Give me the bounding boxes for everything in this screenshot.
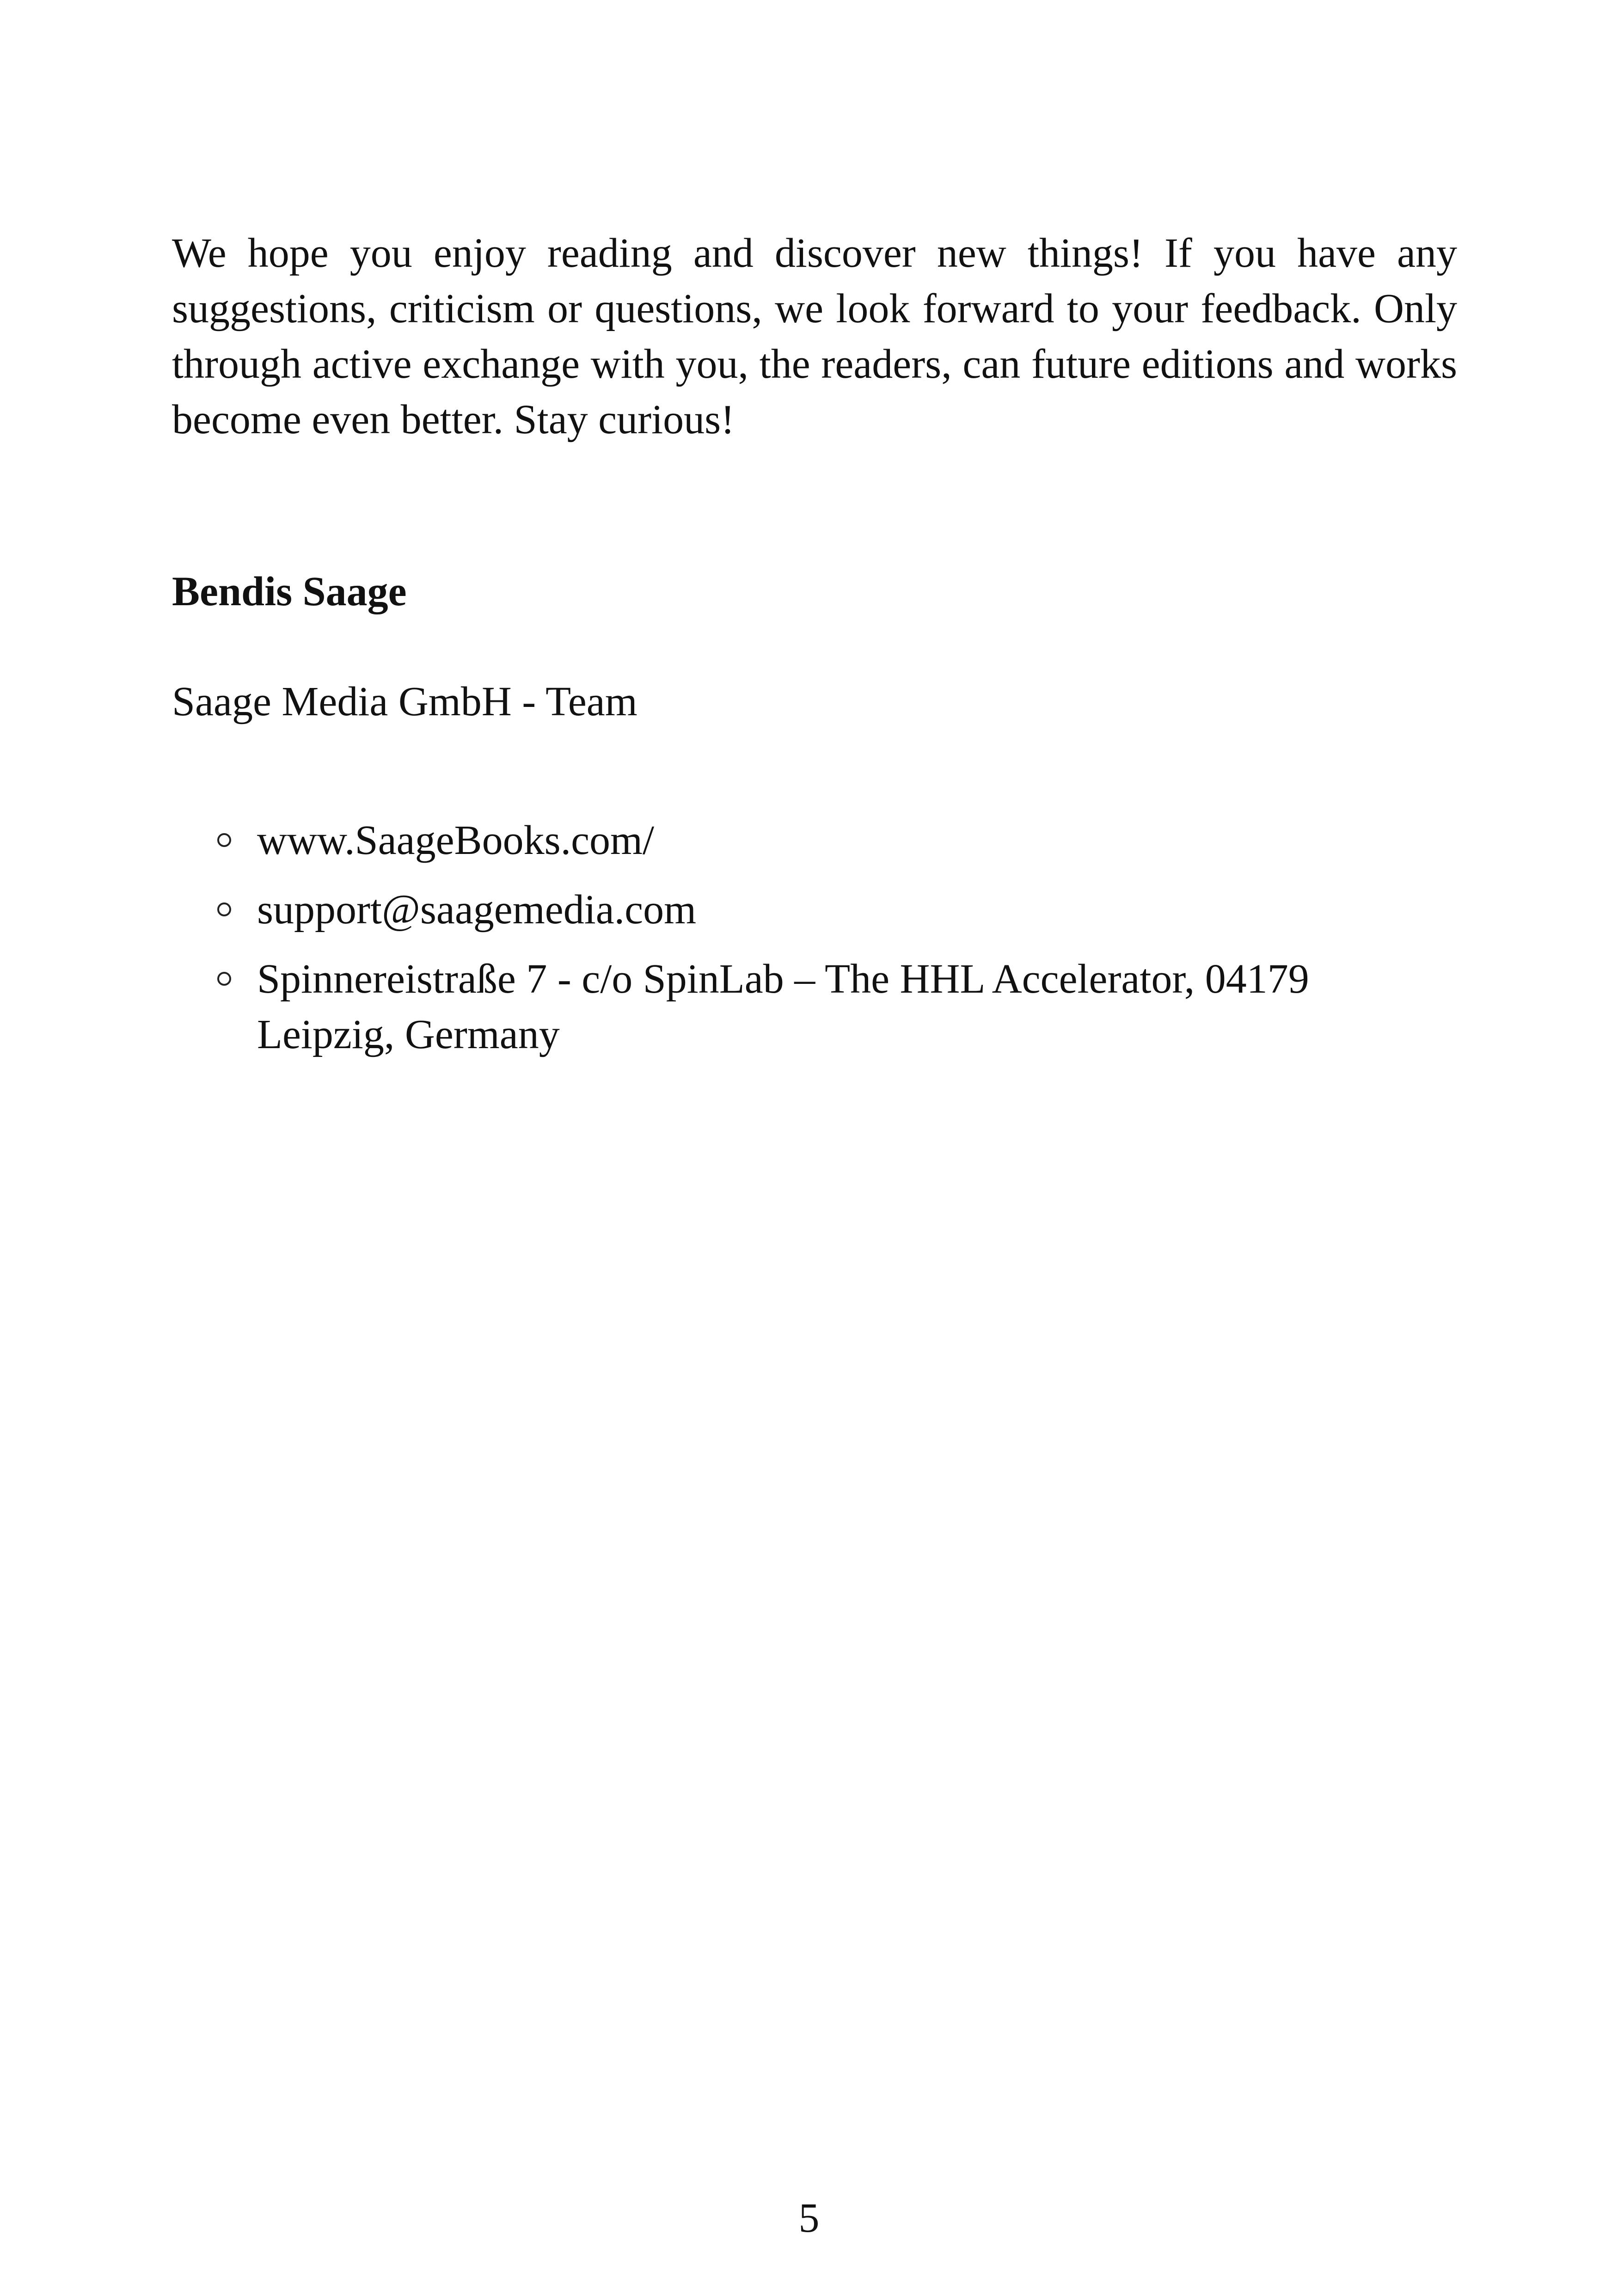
- contact-item-address: [217, 952, 1442, 1062]
- contact-item-website: [217, 813, 1442, 868]
- contact-list: [217, 813, 1442, 1076]
- hollow-circle-icon: [217, 833, 231, 847]
- team-line: Saage Media GmbH - Team: [172, 679, 637, 724]
- hollow-circle-icon: [217, 902, 231, 916]
- hollow-circle-icon: [217, 972, 231, 986]
- intro-paragraph: We hope you enjoy reading and discover new things! If you have any suggestions, criticism or questions, we look forward to your feedback. Only through active exchange with you, the readers, can future editions and works become even better. Stay curious!: [172, 230, 1457, 442]
- page-number: 5: [798, 2195, 820, 2241]
- author-name: Bendis Saage: [172, 569, 407, 614]
- address-text: Spinnereistraße 7 - c/o SpinLab – The HHL Accelerator, 04179 Leipzig, Germany: [257, 956, 1309, 1057]
- email-text: support@saagemedia.com: [257, 887, 697, 933]
- website-text: www.SaageBooks.com/: [257, 817, 655, 863]
- contact-item-email: [217, 882, 1442, 938]
